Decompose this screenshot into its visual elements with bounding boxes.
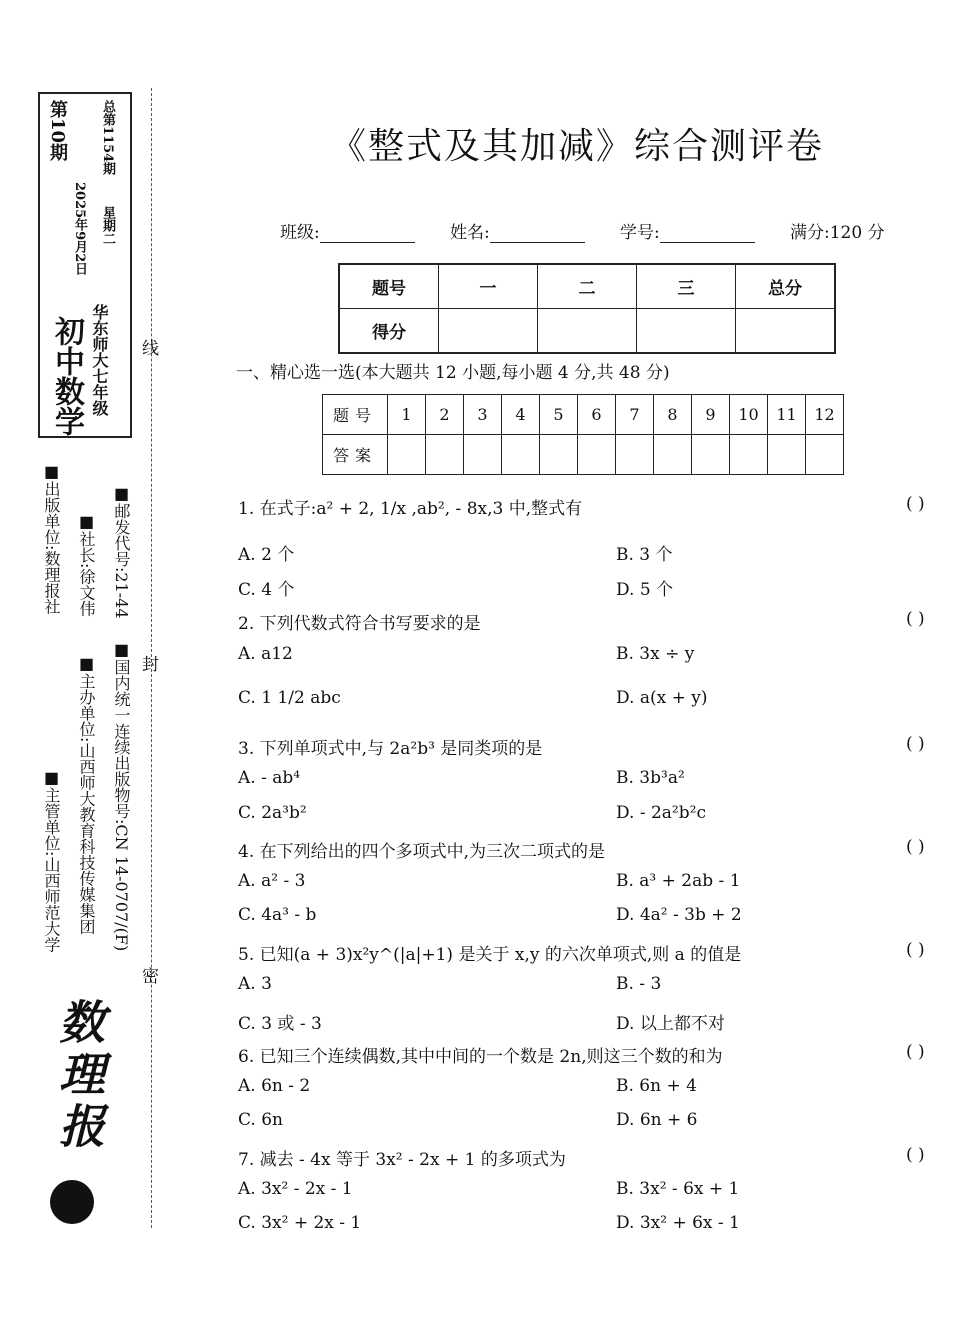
cut-label-line: 线: [142, 339, 159, 359]
name-label: 姓名:: [450, 223, 490, 243]
question-1-stem: 1. 在式子:a² + 2, 1/x ,ab², - 8x,3 中,整式有: [238, 499, 583, 519]
answer-number: 2: [426, 395, 464, 435]
answer-paren[interactable]: ( ): [906, 1145, 925, 1165]
option-c: C. 4a³ - b: [238, 905, 317, 925]
class-input[interactable]: [320, 224, 415, 243]
option-b: B. 3b³a²: [616, 768, 685, 788]
answer-cell[interactable]: [464, 435, 502, 475]
publisher-info-3: ■邮发代号:21-44: [112, 484, 131, 619]
score-cell[interactable]: [538, 309, 637, 354]
answer-number: 1: [388, 395, 426, 435]
score-cell[interactable]: [637, 309, 736, 354]
answer-paren[interactable]: ( ): [906, 494, 925, 514]
answer-table: [322, 394, 844, 475]
id-input[interactable]: [660, 224, 755, 243]
answer-paren[interactable]: ( ): [906, 609, 925, 629]
option-c: C. 2a³b²: [238, 803, 307, 823]
score-header: 一: [439, 264, 538, 309]
question-7-stem: 7. 减去 - 4x 等于 3x² - 2x + 1 的多项式为: [238, 1150, 566, 1170]
answer-header-label: 题号: [323, 395, 388, 435]
answer-number: 11: [768, 395, 806, 435]
score-cell[interactable]: [736, 309, 836, 354]
option-d: D. a(x + y): [616, 688, 708, 708]
option-b: B. 6n + 4: [616, 1076, 697, 1096]
score-table: [338, 263, 836, 354]
option-a: A. 6n - 2: [238, 1076, 311, 1096]
score-header: 三: [637, 264, 736, 309]
issue-number: 第10期: [47, 100, 68, 162]
masthead: [38, 92, 132, 438]
answer-cell[interactable]: [768, 435, 806, 475]
publisher-info-1: ■出版单位:数理报社: [42, 462, 61, 615]
paper-name: 初中数学: [49, 316, 84, 436]
publisher-info-2: ■社长:徐文伟: [77, 512, 96, 617]
option-a: A. 2 个: [238, 545, 295, 565]
option-b: B. 3 个: [616, 545, 673, 565]
score-header: 总分: [736, 264, 836, 309]
cut-label-seal: 封: [142, 655, 159, 675]
option-a: A. a12: [238, 644, 293, 664]
total-issue: 总第1154期: [100, 100, 115, 176]
answer-number: 9: [692, 395, 730, 435]
answer-cell[interactable]: [730, 435, 768, 475]
answer-number: 10: [730, 395, 768, 435]
option-c: C. 6n: [238, 1110, 283, 1130]
option-b: B. 3x² - 6x + 1: [616, 1179, 740, 1199]
answer-cell[interactable]: [654, 435, 692, 475]
option-c: C. 3 或 - 3: [238, 1014, 322, 1034]
option-b: B. a³ + 2ab - 1: [616, 871, 741, 891]
question-4-stem: 4. 在下列给出的四个多项式中,为三次二项式的是: [238, 842, 606, 862]
answer-number: 8: [654, 395, 692, 435]
answer-paren[interactable]: ( ): [906, 837, 925, 857]
answer-paren[interactable]: ( ): [906, 734, 925, 754]
option-a: A. 3: [238, 974, 272, 994]
option-c: C. 1 1/2 abc: [238, 688, 341, 708]
question-2-stem: 2. 下列代数式符合书写要求的是: [238, 614, 481, 634]
answer-cell[interactable]: [426, 435, 464, 475]
option-b: B. 3x ÷ y: [616, 644, 695, 664]
id-label: 学号:: [620, 223, 660, 243]
answer-paren[interactable]: ( ): [906, 1042, 925, 1062]
option-a: A. - ab⁴: [238, 768, 301, 788]
option-d: D. 5 个: [616, 580, 674, 600]
answer-cell[interactable]: [540, 435, 578, 475]
name-field: [450, 218, 585, 243]
weekday: 星期二: [100, 206, 115, 245]
answer-cell[interactable]: [388, 435, 426, 475]
option-c: C. 3x² + 2x - 1: [238, 1213, 362, 1233]
option-d: D. 6n + 6: [616, 1110, 698, 1130]
publisher-info-5: ■主办单位:山西师大教育科技传媒集团: [77, 654, 96, 935]
answer-paren[interactable]: ( ): [906, 940, 925, 960]
brand-logo: 数理报: [52, 998, 106, 1154]
answer-number: 12: [806, 395, 844, 435]
score-header: 二: [538, 264, 637, 309]
answer-cell[interactable]: [806, 435, 844, 475]
answer-number: 7: [616, 395, 654, 435]
answer-cell[interactable]: [616, 435, 654, 475]
section-heading: 一、精心选一选(本大题共 12 小题,每小题 4 分,共 48 分): [236, 363, 670, 383]
question-6-stem: 6. 已知三个连续偶数,其中中间的一个数是 2n,则这三个数的和为: [238, 1047, 723, 1067]
question-3-stem: 3. 下列单项式中,与 2a²b³ 是同类项的是: [238, 739, 543, 759]
score-row-label: 得分: [339, 309, 439, 354]
option-d: D. 以上都不对: [616, 1014, 725, 1034]
publisher-info-4: ■主管单位:山西师范大学: [42, 768, 61, 953]
publisher-info-6: ■国内统一连续出版物号:CN 14-0707/(F): [112, 640, 131, 952]
answer-cell[interactable]: [502, 435, 540, 475]
score-cell[interactable]: [439, 309, 538, 354]
option-d: D. 4a² - 3b + 2: [616, 905, 742, 925]
answer-number: 5: [540, 395, 578, 435]
option-d: D. - 2a²b²c: [616, 803, 706, 823]
option-d: D. 3x² + 6x - 1: [616, 1213, 740, 1233]
id-field: [620, 218, 755, 243]
issue-date: 2025年9月2日: [72, 182, 87, 276]
question-1: [238, 494, 582, 519]
page-title: 《整式及其加减》综合测评卷: [330, 126, 825, 167]
score-header: 题号: [339, 264, 439, 309]
cut-label-secret: 密: [142, 967, 159, 987]
name-input[interactable]: [490, 224, 585, 243]
edition: 华东师大七年级: [90, 304, 109, 416]
option-c: C. 4 个: [238, 580, 295, 600]
answer-number: 4: [502, 395, 540, 435]
option-a: A. a² - 3: [238, 871, 306, 891]
answer-cell[interactable]: [692, 435, 730, 475]
answer-row-label: 答案: [323, 435, 388, 475]
option-b: B. - 3: [616, 974, 662, 994]
full-score: 满分:120 分: [790, 223, 885, 243]
option-a: A. 3x² - 2x - 1: [238, 1179, 353, 1199]
class-field: [280, 218, 415, 243]
question-5-stem: 5. 已知(a + 3)x²y^(|a|+1) 是关于 x,y 的六次单项式,则 a 的值是: [238, 945, 742, 965]
answer-number: 3: [464, 395, 502, 435]
brand-emblem-icon: [50, 1180, 94, 1224]
class-label: 班级:: [280, 223, 320, 243]
answer-number: 6: [578, 395, 616, 435]
answer-cell[interactable]: [578, 435, 616, 475]
